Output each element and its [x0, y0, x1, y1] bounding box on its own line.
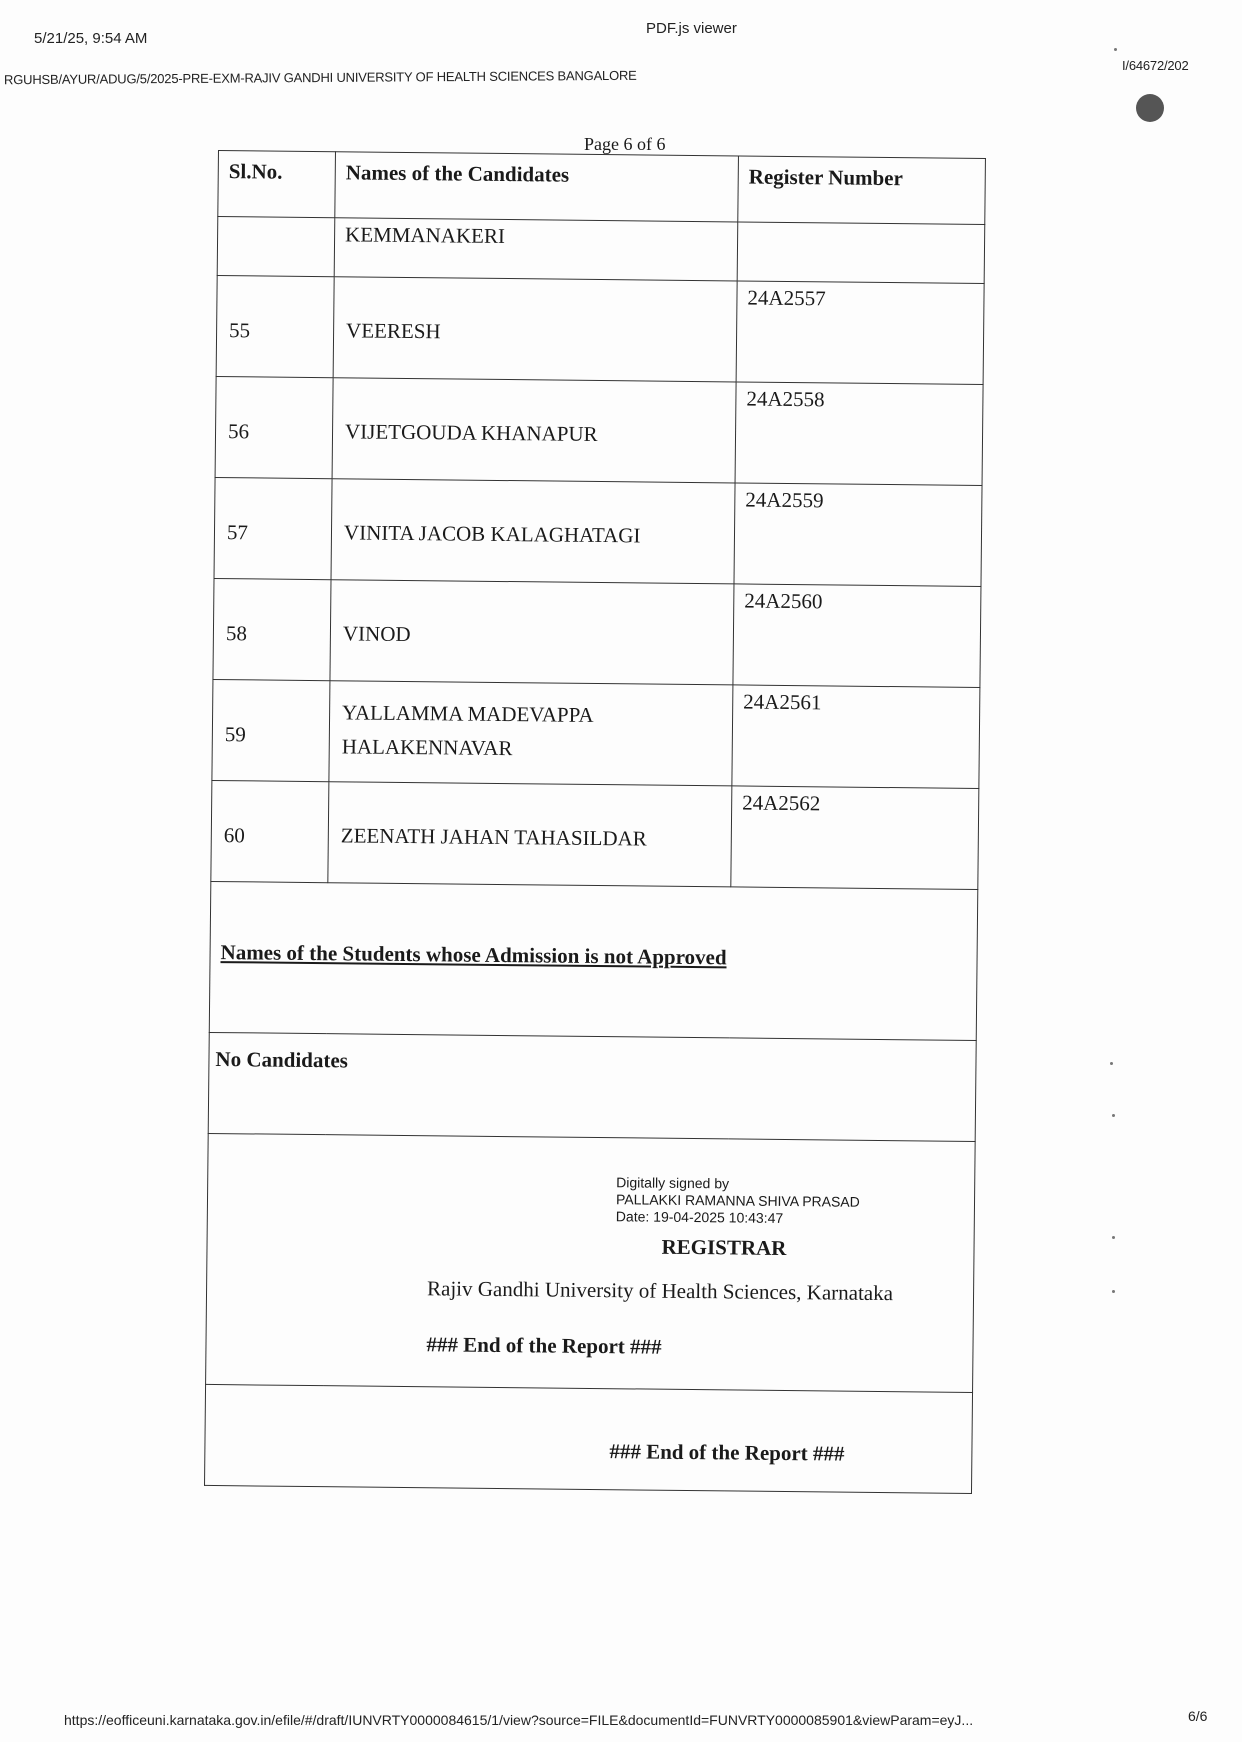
- file-reference: I/64672/202: [1122, 58, 1189, 73]
- candidate-name: ZEENATH JAHAN TAHASILDAR: [340, 823, 647, 851]
- document-reference: RGUHSB/AYUR/ADUG/5/2025-PRE-EXM-RAJIV GANDHI UNIVERSITY OF HEALTH SCIENCES BANGALORE: [3, 67, 637, 88]
- register-number: 24A2559: [745, 487, 824, 513]
- candidate-name: VEERESH: [345, 318, 441, 344]
- end-of-report-text: ### End of the Report ###: [426, 1332, 662, 1359]
- no-candidates-text: No Candidates: [215, 1047, 349, 1073]
- end-of-report-final: ### End of the Report ###: [609, 1439, 845, 1466]
- scan-speck: [1112, 1114, 1115, 1117]
- register-cell: [736, 281, 984, 385]
- sl-number: 57: [226, 520, 249, 545]
- scan-speck: [1112, 1236, 1115, 1239]
- table-header-row: [218, 151, 986, 225]
- sl-number: 59: [224, 722, 247, 747]
- header-register-number: Register Number: [738, 156, 986, 225]
- university-name: Rajiv Gandhi University of Health Sciences, Karnataka: [426, 1276, 894, 1306]
- name-cell: [332, 378, 736, 483]
- signature-line: Digitally signed by: [616, 1174, 730, 1192]
- sl-cell: [212, 679, 330, 781]
- header-sl-no: Sl.No.: [218, 151, 336, 218]
- sl-number: 56: [227, 419, 250, 444]
- table-row: [216, 275, 984, 384]
- not-approved-value-row: [208, 1032, 976, 1141]
- register-cell: [731, 786, 979, 890]
- sl-number: 58: [225, 621, 248, 646]
- table-row: [211, 780, 979, 889]
- sl-cell: [217, 217, 335, 277]
- candidate-name: VINITA JACOB KALAGHATAGI: [343, 520, 641, 548]
- not-approved-section: [209, 881, 978, 1040]
- candidate-name: VIJETGOUDA KHANAPUR: [344, 419, 598, 446]
- register-cell: [734, 483, 982, 587]
- register-number: 24A2558: [746, 386, 825, 412]
- signature-section: [206, 1133, 976, 1392]
- register-cell: [735, 382, 983, 486]
- page-label: Page 6 of 6: [584, 134, 666, 154]
- not-approved-title: Names of the Students whose Admission is not Approved: [220, 940, 727, 970]
- register-number: 24A2557: [747, 285, 826, 311]
- candidate-name: YALLAMMA MADEVAPPA HALAKENNAVAR: [341, 700, 593, 761]
- register-number: 24A2561: [743, 689, 822, 715]
- register-number: 24A2562: [742, 790, 821, 816]
- sl-cell: [215, 376, 333, 478]
- sl-cell: [211, 780, 329, 882]
- table-row: [217, 217, 985, 284]
- table-row: [215, 376, 983, 485]
- table-row: [213, 578, 981, 687]
- digital-signature: [616, 1174, 860, 1228]
- table-row: [214, 477, 982, 586]
- candidate-name: VINOD: [342, 621, 411, 647]
- name-cell: [329, 681, 733, 786]
- name-cell: [328, 782, 732, 887]
- sl-cell: [214, 477, 332, 579]
- name-cell: [333, 277, 737, 382]
- ink-blot: [1136, 94, 1164, 122]
- name-cell: KEMMANAKERI: [334, 218, 738, 281]
- registrar-designation: REGISTRAR: [661, 1234, 787, 1261]
- register-cell: [733, 584, 981, 688]
- header-candidate-name: Names of the Candidates: [335, 152, 739, 222]
- footer-page-count: 6/6: [1188, 1708, 1208, 1724]
- signer-name: PALLAKKI RAMANNA SHIVA PRASAD: [615, 1191, 860, 1210]
- final-row: [205, 1384, 973, 1493]
- footer-url: https://eofficeuni.karnataka.gov.in/efile/#/draft/IUNVRTY0000084615/1/view?source=FILE&documentId=FUNVRTY0000085901&viewParam=eyJ...: [64, 1712, 974, 1728]
- signature-date: Date: 19-04-2025 10:43:47: [615, 1208, 784, 1226]
- register-cell: [737, 222, 985, 284]
- table-row: [212, 679, 980, 788]
- sl-cell: [216, 275, 334, 377]
- scan-speck: [1110, 1062, 1113, 1065]
- scan-speck: [1112, 1290, 1115, 1293]
- scan-speck: [1114, 48, 1117, 51]
- register-number: 24A2560: [744, 588, 823, 614]
- sl-number: 55: [228, 318, 251, 343]
- sl-cell: [213, 578, 331, 680]
- name-cell: [330, 580, 734, 685]
- print-datetime: 5/21/25, 9:54 AM: [34, 30, 148, 47]
- viewer-title: PDF.js viewer: [646, 20, 737, 37]
- candidates-table: [204, 150, 986, 1494]
- register-cell: [732, 685, 980, 789]
- sl-number: 60: [223, 823, 245, 848]
- name-cell: [331, 479, 735, 584]
